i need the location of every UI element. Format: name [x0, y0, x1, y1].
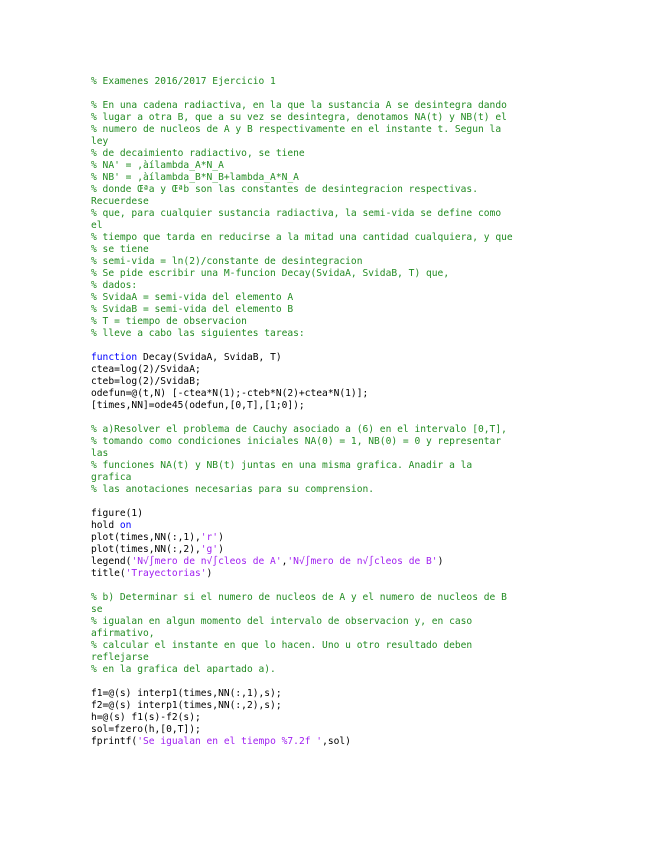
code-line [91, 520, 571, 532]
keyword-token: function [91, 352, 138, 363]
string-token: 'Se igualan en el tiempo %7.2f ' [137, 736, 323, 747]
code-token: ) [218, 544, 224, 555]
comment-line: % T = tiempo de observacion [91, 316, 247, 327]
comment-line: % igualan en algun momento del intervalo de observacion y, en caso [91, 616, 473, 627]
comment-line: % lleve a cabo las siguientes tareas: [91, 328, 305, 339]
blank-line [91, 580, 571, 592]
matlab-script-listing [91, 76, 571, 748]
blank-line [91, 412, 571, 424]
comment-line: % Examenes 2016/2017 Ejercicio 1 [91, 76, 276, 87]
code-line [91, 532, 571, 544]
code-line [91, 724, 571, 736]
comment-line: % a)Resolver el problema de Cauchy asociado a (6) en el intervalo [0,T], [91, 424, 507, 435]
string-token: 'r' [200, 532, 219, 543]
code-token: ) [437, 556, 444, 567]
comment-line: las [91, 448, 109, 459]
comment-line: % que, para cualquier sustancia radiactiva, la semi-vida se define como [91, 208, 502, 219]
code-line [91, 556, 571, 568]
blank-line [91, 340, 571, 352]
code-line [91, 700, 571, 712]
code-token: plot(times,NN(:,1), [91, 532, 201, 543]
blank-line [91, 88, 571, 100]
code-line [91, 400, 571, 412]
code-line [91, 568, 571, 580]
code-line [91, 688, 571, 700]
comment-line: % tiempo que tarda en reducirse a la mitad una cantidad cualquiera, y que [91, 232, 513, 243]
comment-line: % las anotaciones necesarias para su comprension. [91, 484, 375, 495]
comment-line: % SvidaA = semi-vida del elemento A [91, 292, 294, 303]
comment-line: ley [91, 136, 109, 147]
code-token: [times,NN]=ode45(odefun,[0,T],[1;0]); [91, 400, 305, 411]
comment-line: % lugar a otra B, que a su vez se desintegra, denotamos NA(t) y NB(t) el [91, 112, 507, 123]
code-token: ) [206, 568, 213, 579]
code-token: ctea=log(2)/SvidaA; [91, 364, 201, 375]
code-token: Decay(SvidaA, SvidaB, T) [137, 352, 282, 363]
comment-line: % en la grafica del apartado a). [91, 664, 276, 675]
code-token: , [281, 556, 288, 567]
string-token: 'N√∫mero de n√∫cleos de B' [287, 556, 438, 567]
code-line [91, 388, 571, 400]
comment-line: Recuerdese [91, 196, 149, 207]
comment-line: afirmativo, [91, 628, 155, 639]
code-token: f2=@(s) interp1(times,NN(:,2),s); [91, 700, 282, 711]
code-token: ) [218, 532, 224, 543]
string-token: 'N√∫mero de n√∫cleos de A' [131, 556, 282, 567]
comment-line: % se tiene [91, 244, 149, 255]
comment-line: % NB' = ‚àílambda_B*N_B+lambda_A*N_A [91, 172, 299, 183]
code-line [91, 736, 571, 748]
code-token: ,sol) [322, 736, 351, 747]
code-token: f1=@(s) interp1(times,NN(:,1),s); [91, 688, 282, 699]
comment-line: % Se pide escribir una M-funcion Decay(SvidaA, SvidaB, T) que, [91, 268, 450, 279]
code-line [91, 376, 571, 388]
code-token: sol=fzero(h,[0,T]); [91, 724, 201, 735]
comment-line: % En una cadena radiactiva, en la que la sustancia A se desintegra dando [91, 100, 507, 111]
comment-line: % tomando como condiciones iniciales NA(0) = 1, NB(0) = 0 y representar [91, 436, 502, 447]
code-token: plot(times,NN(:,2), [91, 544, 201, 555]
comment-line: reflejarse [91, 652, 149, 663]
comment-line: % dados: [91, 280, 138, 291]
comment-line: % funciones NA(t) y NB(t) juntas en una misma grafica. Anadir a la [91, 460, 473, 471]
code-line [91, 352, 571, 364]
blank-line [91, 676, 571, 688]
comment-line: % calcular el instante en que lo hacen. Uno u otro resultado deben [91, 640, 473, 651]
code-token: legend( [91, 556, 132, 567]
code-token: figure(1) [91, 508, 143, 519]
comment-line: % donde Œªa y Œªb son las constantes de desintegracion respectivas. [91, 184, 478, 195]
code-line [91, 508, 571, 520]
code-token: odefun=@(t,N) [-ctea*N(1);-cteb*N(2)+ctea*N(1)]; [91, 388, 369, 399]
code-line [91, 364, 571, 376]
comment-line: % de decaimiento radiactivo, se tiene [91, 148, 305, 159]
comment-line: % SvidaB = semi-vida del elemento B [91, 304, 294, 315]
comment-line: grafica [91, 472, 132, 483]
code-token: title( [91, 568, 126, 579]
code-token: hold [91, 520, 120, 531]
code-token: fprintf( [91, 736, 138, 747]
comment-line: se [91, 604, 103, 615]
blank-line [91, 496, 571, 508]
code-line [91, 712, 571, 724]
comment-line: % numero de nucleos de A y B respectivamente en el instante t. Segun la [91, 124, 502, 135]
comment-line: % semi-vida = ln(2)/constante de desintegracion [91, 256, 363, 267]
comment-line: % NA' = ‚àílambda_A*N_A [91, 160, 224, 171]
string-token: 'Trayectorias' [125, 568, 207, 579]
code-token: h=@(s) f1(s)-f2(s); [91, 712, 201, 723]
string-token: 'g' [200, 544, 219, 555]
keyword-token: on [119, 520, 132, 531]
code-token: cteb=log(2)/SvidaB; [91, 376, 201, 387]
comment-line: el [91, 220, 103, 231]
code-line [91, 544, 571, 556]
comment-line: % b) Determinar si el numero de nucleos de A y el numero de nucleos de B [91, 592, 507, 603]
